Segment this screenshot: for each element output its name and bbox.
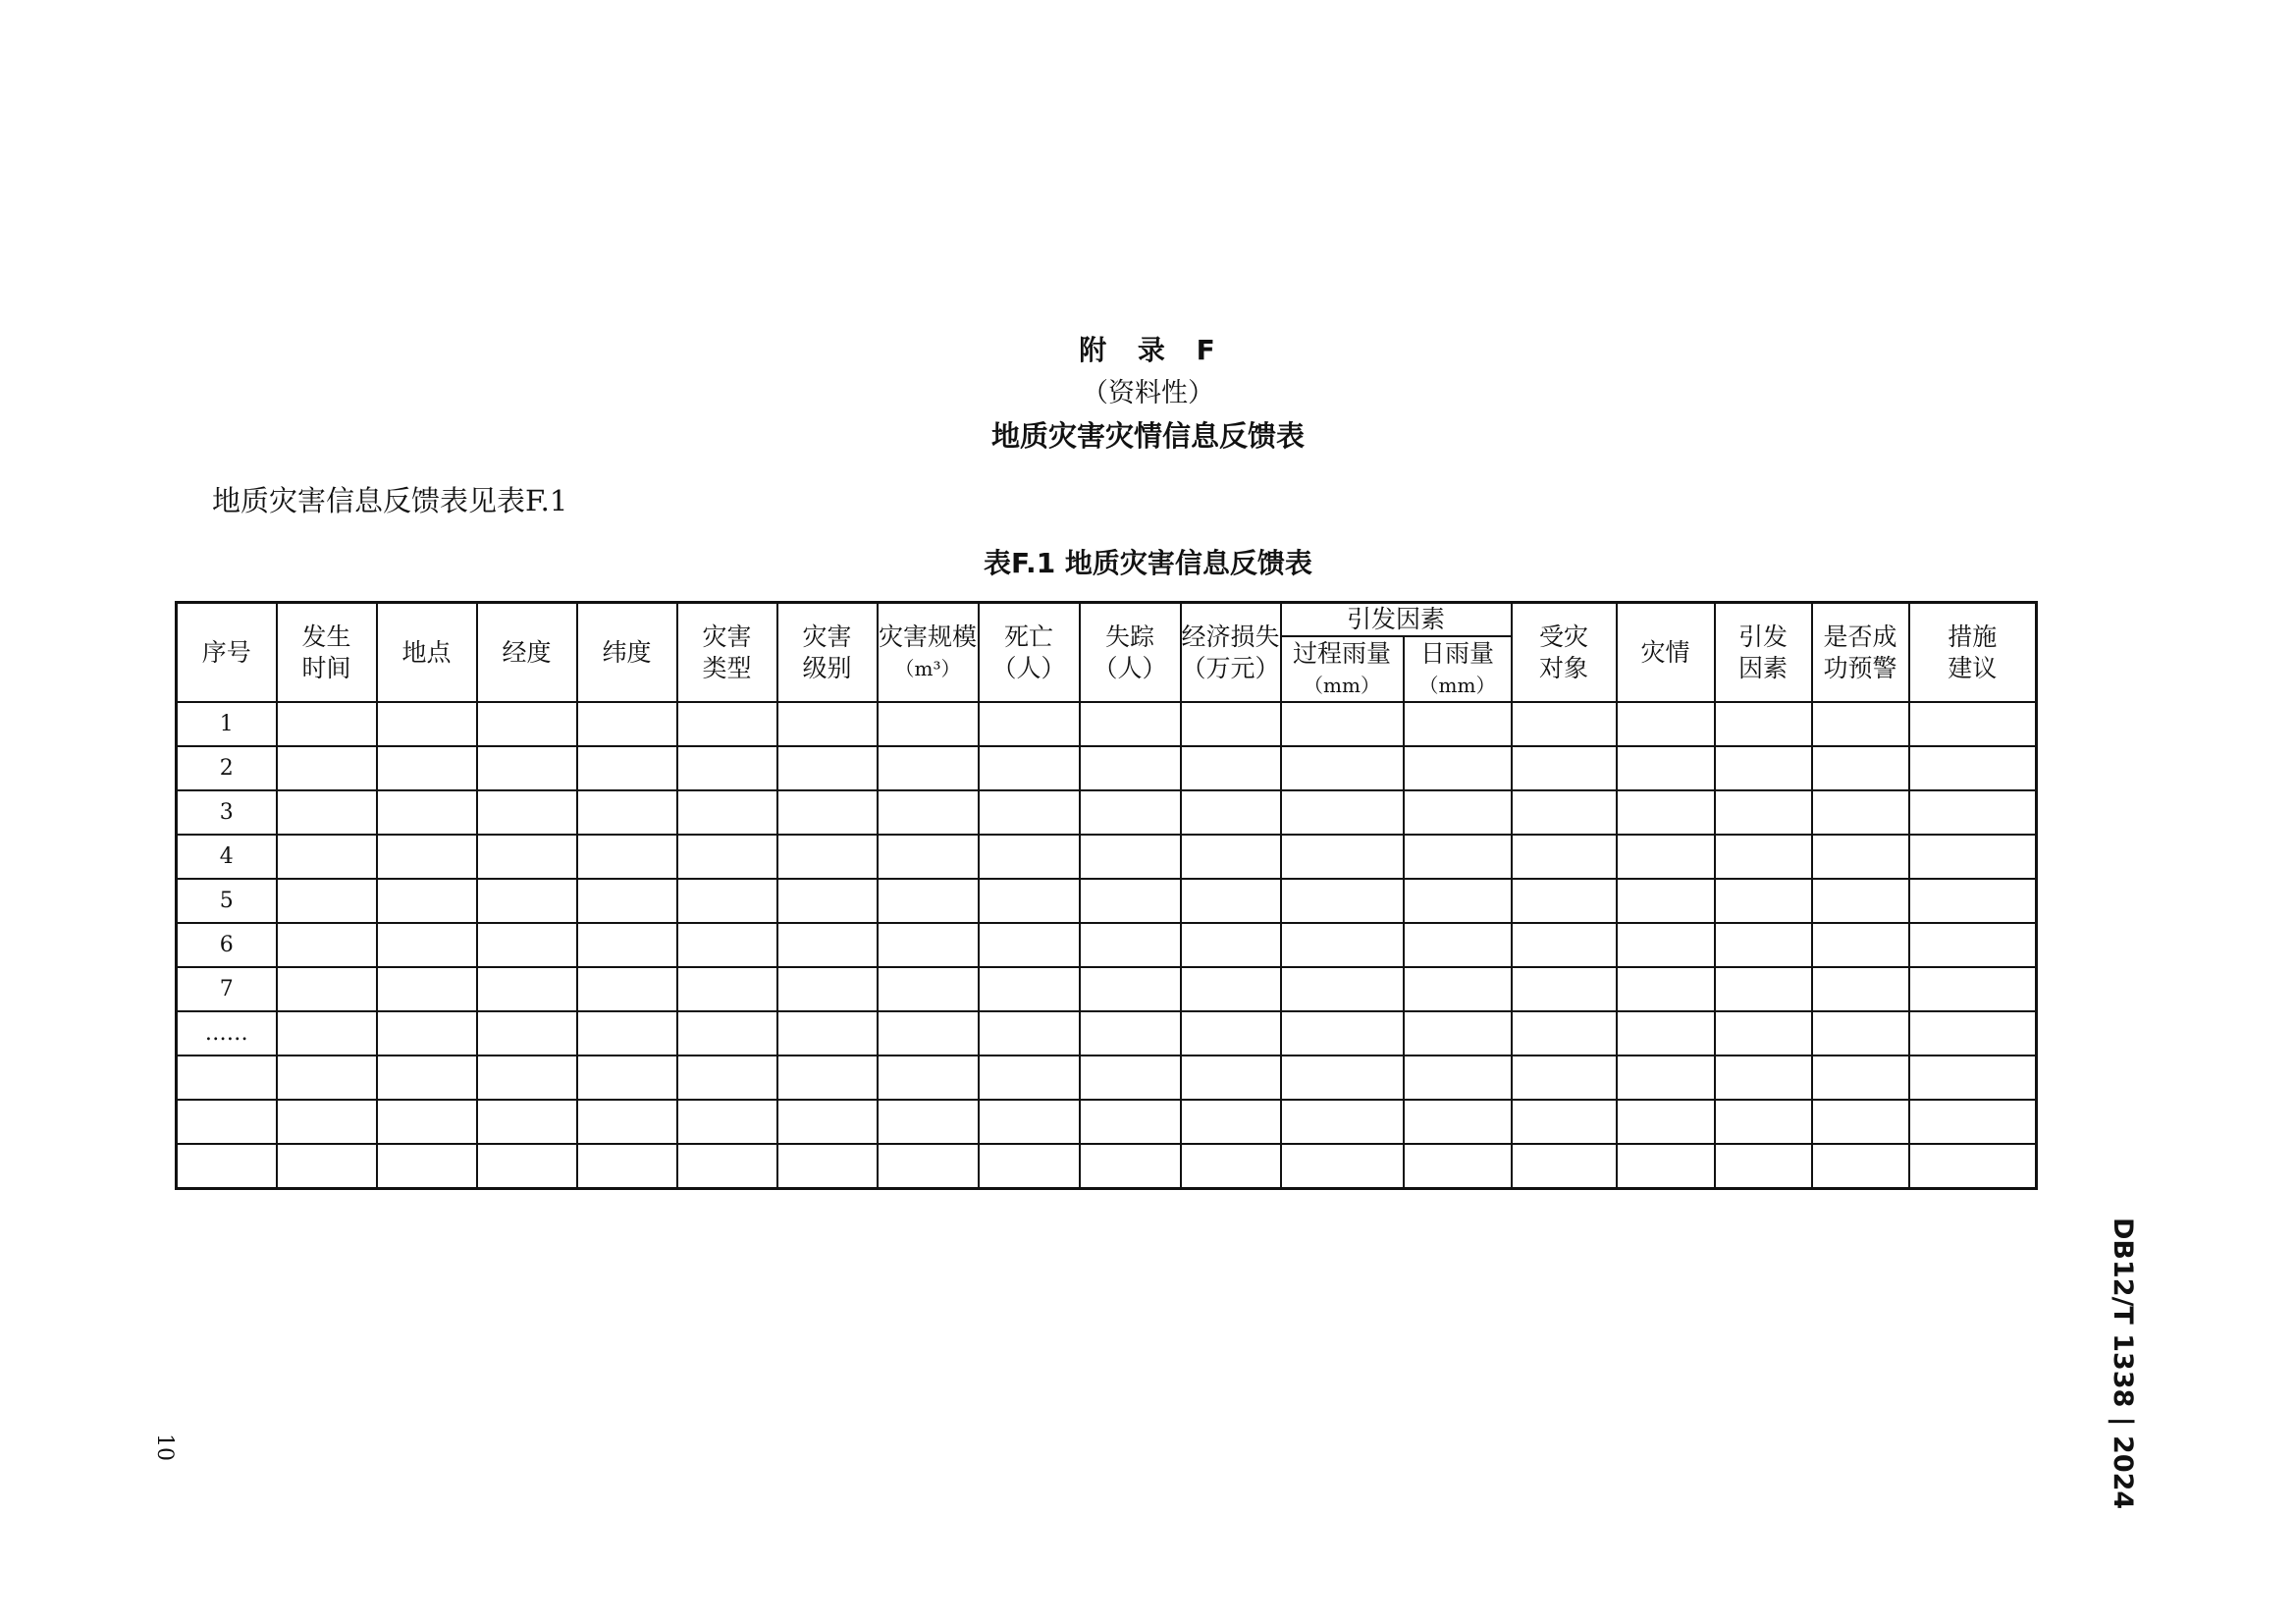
header-daily-rainfall: 日雨量 （mm） (1404, 636, 1512, 702)
empty-cell (1080, 1056, 1181, 1100)
empty-cell (1512, 746, 1617, 790)
empty-cell (1617, 702, 1715, 746)
intro-text: 地质灾害信息反馈表见表F.1 (212, 484, 568, 517)
empty-cell (1404, 1144, 1512, 1189)
empty-cell (777, 1100, 878, 1144)
empty-cell (377, 1100, 477, 1144)
empty-cell (1909, 1100, 2037, 1144)
empty-cell (777, 835, 878, 879)
empty-cell (878, 746, 979, 790)
row-seq-cell (177, 1144, 277, 1189)
empty-cell (377, 790, 477, 835)
page-number: 10 (152, 1434, 177, 1461)
row-seq-cell: 6 (177, 923, 277, 967)
empty-cell (1909, 1056, 2037, 1100)
empty-cell (577, 923, 677, 967)
empty-cell (677, 879, 777, 923)
empty-cell (1181, 1100, 1281, 1144)
empty-cell (1909, 879, 2037, 923)
row-seq-cell: 2 (177, 746, 277, 790)
table-row (177, 967, 2037, 1011)
table-row (177, 790, 2037, 835)
row-seq-cell: 5 (177, 879, 277, 923)
empty-cell (1404, 1011, 1512, 1056)
empty-cell (777, 1011, 878, 1056)
empty-cell (1909, 1011, 2037, 1056)
empty-cell (979, 702, 1080, 746)
row-seq-cell: …… (177, 1011, 277, 1056)
empty-cell (1909, 702, 2037, 746)
empty-cell (1080, 746, 1181, 790)
row-seq-cell: 1 (177, 702, 277, 746)
table-caption: 表F.1 地质灾害信息反馈表 (984, 547, 1312, 579)
table-row (177, 923, 2037, 967)
empty-cell (1181, 967, 1281, 1011)
header-death: 死亡 （人） (979, 603, 1080, 703)
empty-cell (677, 702, 777, 746)
empty-cell (377, 1144, 477, 1189)
empty-cell (777, 790, 878, 835)
header-disaster-level: 灾害 级别 (777, 603, 878, 703)
empty-cell (377, 835, 477, 879)
header-time: 发生 时间 (277, 603, 377, 703)
empty-cell (1617, 790, 1715, 835)
empty-cell (1080, 967, 1181, 1011)
empty-cell (1715, 967, 1812, 1011)
empty-cell (1512, 967, 1617, 1011)
empty-cell (1181, 790, 1281, 835)
table-row (177, 1056, 2037, 1100)
empty-cell (777, 746, 878, 790)
empty-cell (1617, 879, 1715, 923)
empty-cell (577, 879, 677, 923)
empty-cell (1812, 1056, 1909, 1100)
appendix-title: 地质灾害灾情信息反馈表 (990, 419, 1305, 453)
empty-cell (979, 967, 1080, 1011)
empty-cell (377, 1011, 477, 1056)
empty-cell (1909, 923, 2037, 967)
table-row (177, 879, 2037, 923)
empty-cell (979, 746, 1080, 790)
empty-cell (1404, 835, 1512, 879)
empty-cell (1181, 1011, 1281, 1056)
appendix-heading: 附 录 F (1079, 334, 1217, 366)
empty-cell (1617, 1100, 1715, 1144)
empty-cell (1715, 746, 1812, 790)
empty-cell (979, 1011, 1080, 1056)
header-process-rainfall: 过程雨量 （mm） (1281, 636, 1404, 702)
empty-cell (1080, 1144, 1181, 1189)
empty-cell (577, 746, 677, 790)
empty-cell (1617, 967, 1715, 1011)
row-seq-cell (177, 1100, 277, 1144)
empty-cell (1281, 879, 1404, 923)
document-code: DB12/T 1338 | 2024 (2108, 1218, 2138, 1510)
empty-cell (1715, 1100, 1812, 1144)
empty-cell (377, 746, 477, 790)
empty-cell (377, 967, 477, 1011)
empty-cell (1909, 790, 2037, 835)
empty-cell (777, 967, 878, 1011)
row-seq-cell: 3 (177, 790, 277, 835)
empty-cell (1715, 1056, 1812, 1100)
empty-cell (377, 1056, 477, 1100)
empty-cell (1512, 879, 1617, 923)
empty-cell (677, 1144, 777, 1189)
empty-cell (777, 702, 878, 746)
empty-cell (878, 835, 979, 879)
empty-cell (1909, 967, 2037, 1011)
header-measures: 措施 建议 (1909, 603, 2037, 703)
empty-cell (878, 702, 979, 746)
empty-cell (979, 835, 1080, 879)
empty-cell (377, 923, 477, 967)
table-row (177, 835, 2037, 879)
table-row (177, 1144, 2037, 1189)
empty-cell (1812, 967, 1909, 1011)
empty-cell (878, 790, 979, 835)
header-disaster-scale: 灾害规模 （m³） (878, 603, 979, 703)
empty-cell (1080, 835, 1181, 879)
empty-cell (277, 923, 377, 967)
empty-cell (1404, 746, 1512, 790)
empty-cell (277, 1056, 377, 1100)
header-missing: 失踪 （人） (1080, 603, 1181, 703)
empty-cell (277, 746, 377, 790)
empty-cell (577, 1100, 677, 1144)
empty-cell (979, 1144, 1080, 1189)
empty-cell (377, 879, 477, 923)
table-body (177, 702, 2037, 1189)
empty-cell (1812, 1011, 1909, 1056)
empty-cell (979, 790, 1080, 835)
empty-cell (1281, 967, 1404, 1011)
empty-cell (277, 1011, 377, 1056)
header-disaster-type: 灾害 类型 (677, 603, 777, 703)
empty-cell (1080, 1011, 1181, 1056)
empty-cell (1404, 1100, 1512, 1144)
empty-cell (1181, 835, 1281, 879)
empty-cell (1181, 923, 1281, 967)
empty-cell (477, 1100, 577, 1144)
empty-cell (1812, 702, 1909, 746)
empty-cell (1404, 923, 1512, 967)
empty-cell (277, 967, 377, 1011)
empty-cell (1512, 1144, 1617, 1189)
empty-cell (1715, 790, 1812, 835)
empty-cell (1909, 746, 2037, 790)
empty-cell (677, 967, 777, 1011)
empty-cell (1512, 1056, 1617, 1100)
empty-cell (1281, 702, 1404, 746)
empty-cell (1617, 746, 1715, 790)
empty-cell (1512, 790, 1617, 835)
empty-cell (577, 1144, 677, 1189)
row-seq-cell: 7 (177, 967, 277, 1011)
empty-cell (477, 1144, 577, 1189)
header-trigger-group: 引发因素 (1281, 603, 1512, 637)
empty-cell (1281, 1011, 1404, 1056)
empty-cell (277, 1100, 377, 1144)
empty-cell (1181, 1144, 1281, 1189)
empty-cell (1080, 1100, 1181, 1144)
table-row (177, 1011, 2037, 1056)
empty-cell (377, 702, 477, 746)
empty-cell (1404, 967, 1512, 1011)
empty-cell (1404, 1056, 1512, 1100)
empty-cell (1512, 923, 1617, 967)
empty-cell (1281, 790, 1404, 835)
empty-cell (577, 702, 677, 746)
empty-cell (1281, 1144, 1404, 1189)
empty-cell (1812, 1144, 1909, 1189)
empty-cell (1181, 879, 1281, 923)
empty-cell (277, 702, 377, 746)
header-longitude: 经度 (477, 603, 577, 703)
empty-cell (1281, 1100, 1404, 1144)
empty-cell (1617, 1011, 1715, 1056)
header-cause: 引发 因素 (1715, 603, 1812, 703)
empty-cell (1617, 1144, 1715, 1189)
empty-cell (1812, 923, 1909, 967)
empty-cell (1512, 1011, 1617, 1056)
empty-cell (878, 967, 979, 1011)
empty-cell (477, 879, 577, 923)
empty-cell (878, 1011, 979, 1056)
empty-cell (1812, 1100, 1909, 1144)
empty-cell (1909, 835, 2037, 879)
empty-cell (878, 1144, 979, 1189)
empty-cell (1812, 790, 1909, 835)
empty-cell (1181, 702, 1281, 746)
empty-cell (1080, 879, 1181, 923)
empty-cell (1617, 1056, 1715, 1100)
empty-cell (1715, 923, 1812, 967)
header-economic-loss: 经济损失 （万元） (1181, 603, 1281, 703)
empty-cell (477, 702, 577, 746)
empty-cell (1812, 835, 1909, 879)
empty-cell (577, 790, 677, 835)
header-place: 地点 (377, 603, 477, 703)
empty-cell (677, 790, 777, 835)
empty-cell (878, 1100, 979, 1144)
empty-cell (677, 1100, 777, 1144)
empty-cell (1281, 1056, 1404, 1100)
empty-cell (477, 835, 577, 879)
empty-cell (1715, 1011, 1812, 1056)
empty-cell (1080, 702, 1181, 746)
row-seq-cell: 4 (177, 835, 277, 879)
empty-cell (777, 879, 878, 923)
row-seq-cell (177, 1056, 277, 1100)
empty-cell (1812, 746, 1909, 790)
empty-cell (777, 923, 878, 967)
header-latitude: 纬度 (577, 603, 677, 703)
empty-cell (277, 879, 377, 923)
table-row (177, 702, 2037, 746)
empty-cell (1404, 879, 1512, 923)
empty-cell (1404, 790, 1512, 835)
empty-cell (1715, 702, 1812, 746)
empty-cell (1715, 879, 1812, 923)
empty-cell (577, 835, 677, 879)
header-affected-object: 受灾 对象 (1512, 603, 1617, 703)
empty-cell (1812, 879, 1909, 923)
empty-cell (1281, 923, 1404, 967)
empty-cell (878, 879, 979, 923)
empty-cell (878, 1056, 979, 1100)
header-disaster-situation: 灾情 (1617, 603, 1715, 703)
empty-cell (1512, 702, 1617, 746)
empty-cell (1715, 835, 1812, 879)
header-seq: 序号 (177, 603, 277, 703)
empty-cell (1909, 1144, 2037, 1189)
empty-cell (1617, 923, 1715, 967)
empty-cell (277, 835, 377, 879)
empty-cell (1281, 835, 1404, 879)
empty-cell (277, 790, 377, 835)
empty-cell (477, 746, 577, 790)
empty-cell (677, 1056, 777, 1100)
empty-cell (577, 967, 677, 1011)
appendix-nature: （资料性） (1082, 378, 1214, 408)
empty-cell (1080, 923, 1181, 967)
table-row (177, 1100, 2037, 1144)
empty-cell (477, 1011, 577, 1056)
empty-cell (477, 923, 577, 967)
empty-cell (277, 1144, 377, 1189)
empty-cell (777, 1056, 878, 1100)
empty-cell (677, 923, 777, 967)
empty-cell (979, 1100, 1080, 1144)
empty-cell (1281, 746, 1404, 790)
empty-cell (1181, 746, 1281, 790)
empty-cell (1080, 790, 1181, 835)
empty-cell (878, 923, 979, 967)
empty-cell (979, 1056, 1080, 1100)
empty-cell (979, 879, 1080, 923)
empty-cell (677, 835, 777, 879)
empty-cell (777, 1144, 878, 1189)
empty-cell (979, 923, 1080, 967)
empty-cell (1181, 1056, 1281, 1100)
empty-cell (1617, 835, 1715, 879)
table-row (177, 746, 2037, 790)
empty-cell (1715, 1144, 1812, 1189)
empty-cell (1512, 1100, 1617, 1144)
empty-cell (677, 1011, 777, 1056)
empty-cell (477, 1056, 577, 1100)
feedback-table (175, 601, 2038, 1190)
empty-cell (477, 790, 577, 835)
empty-cell (577, 1011, 677, 1056)
header-warning: 是否成 功预警 (1812, 603, 1909, 703)
empty-cell (677, 746, 777, 790)
empty-cell (577, 1056, 677, 1100)
empty-cell (1512, 835, 1617, 879)
empty-cell (1404, 702, 1512, 746)
empty-cell (477, 967, 577, 1011)
